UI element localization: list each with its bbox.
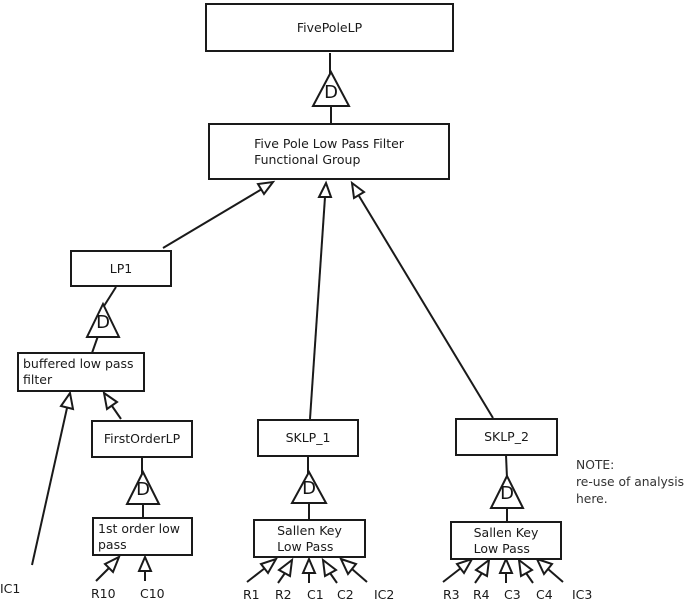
open-arrowhead-icon: [104, 393, 117, 409]
arrow-line: [475, 573, 482, 583]
open-arrowhead-icon: [519, 560, 532, 576]
node-lp1: [70, 250, 172, 287]
open-arrowhead-icon: [279, 560, 292, 576]
node-label: FivePoleLP: [296, 19, 363, 35]
open-arrowhead-icon: [258, 182, 273, 194]
arrow-line: [359, 196, 493, 418]
node-label: SKLP_1: [285, 430, 331, 445]
node-sallen-key-low-pass-1: [253, 519, 366, 558]
component-label-r10: R10: [91, 586, 116, 601]
arrow-line: [247, 568, 265, 582]
component-label-c10: C10: [140, 586, 165, 601]
node-functional-group: [208, 123, 450, 180]
open-arrowhead-icon: [500, 559, 512, 573]
node-sallen-key-low-pass-2: [450, 521, 562, 560]
node-buffered-low-pass-filter: [17, 352, 145, 392]
node-label: LP1: [109, 260, 133, 276]
node-label: buffered low pass filter: [23, 356, 134, 387]
component-label-ic1: IC1: [0, 581, 21, 596]
open-arrowhead-icon: [261, 559, 276, 573]
node-sklp-1: [257, 419, 359, 457]
decomposition-d-label: D: [500, 483, 514, 504]
open-arrowhead-icon: [476, 560, 489, 576]
component-label-ic2: IC2: [374, 587, 395, 602]
component-label-r4: R4: [473, 587, 490, 602]
component-label-r2: R2: [275, 587, 292, 602]
node-label: FirstOrderLP: [103, 431, 181, 446]
arrow-line: [163, 189, 262, 248]
open-arrowhead-icon: [303, 559, 315, 573]
component-label-r1: R1: [243, 587, 260, 602]
component-label-r3: R3: [443, 587, 460, 602]
node-label: Sallen Key Low Pass: [277, 522, 342, 554]
arrow-line: [526, 573, 533, 583]
component-label-c3: C3: [504, 587, 521, 602]
connector-line: [92, 336, 98, 353]
open-arrowhead-icon: [319, 183, 331, 197]
open-arrowhead-icon: [457, 559, 472, 573]
open-arrowhead-icon: [352, 183, 364, 198]
node-five-pole-lp: [205, 3, 454, 52]
component-label-ic3: IC3: [572, 587, 593, 602]
open-arrowhead-icon: [323, 560, 336, 576]
component-label-c4: C4: [536, 587, 553, 602]
connector-line: [104, 287, 116, 306]
node-label: 1st order low pass: [98, 520, 180, 552]
arrow-line: [96, 568, 109, 581]
decomposition-d-label: D: [136, 479, 150, 500]
component-label-c1: C1: [307, 587, 324, 602]
open-arrowhead-icon: [139, 557, 151, 571]
node-first-order-lp: [91, 420, 193, 458]
note-line: re-use of analysis: [576, 475, 685, 489]
note-line: here.: [576, 492, 608, 506]
arrow-line: [32, 408, 67, 565]
arrow-line: [310, 197, 325, 419]
decomposition-d-label: D: [302, 478, 316, 499]
decomposition-d-label: D: [324, 82, 338, 103]
node-label: Sallen Key Low Pass: [473, 524, 539, 556]
arrow-line: [330, 573, 337, 583]
node-label: SKLP_2: [484, 429, 529, 444]
node-sklp-2: [455, 418, 558, 456]
decomposition-d-label: D: [96, 312, 110, 333]
arrow-line: [548, 569, 563, 582]
arrow-line: [443, 568, 461, 582]
arrow-line: [278, 573, 285, 583]
component-label-c2: C2: [337, 587, 354, 602]
node-label: Five Pole Low Pass Filter Functional Group: [254, 135, 404, 167]
node-first-order-low-pass: [92, 517, 193, 556]
open-arrowhead-icon: [61, 393, 73, 409]
arrow-line: [352, 569, 367, 582]
note-line: NOTE:: [576, 458, 615, 472]
note-annotation: [576, 457, 684, 508]
arrow-line: [112, 406, 121, 419]
